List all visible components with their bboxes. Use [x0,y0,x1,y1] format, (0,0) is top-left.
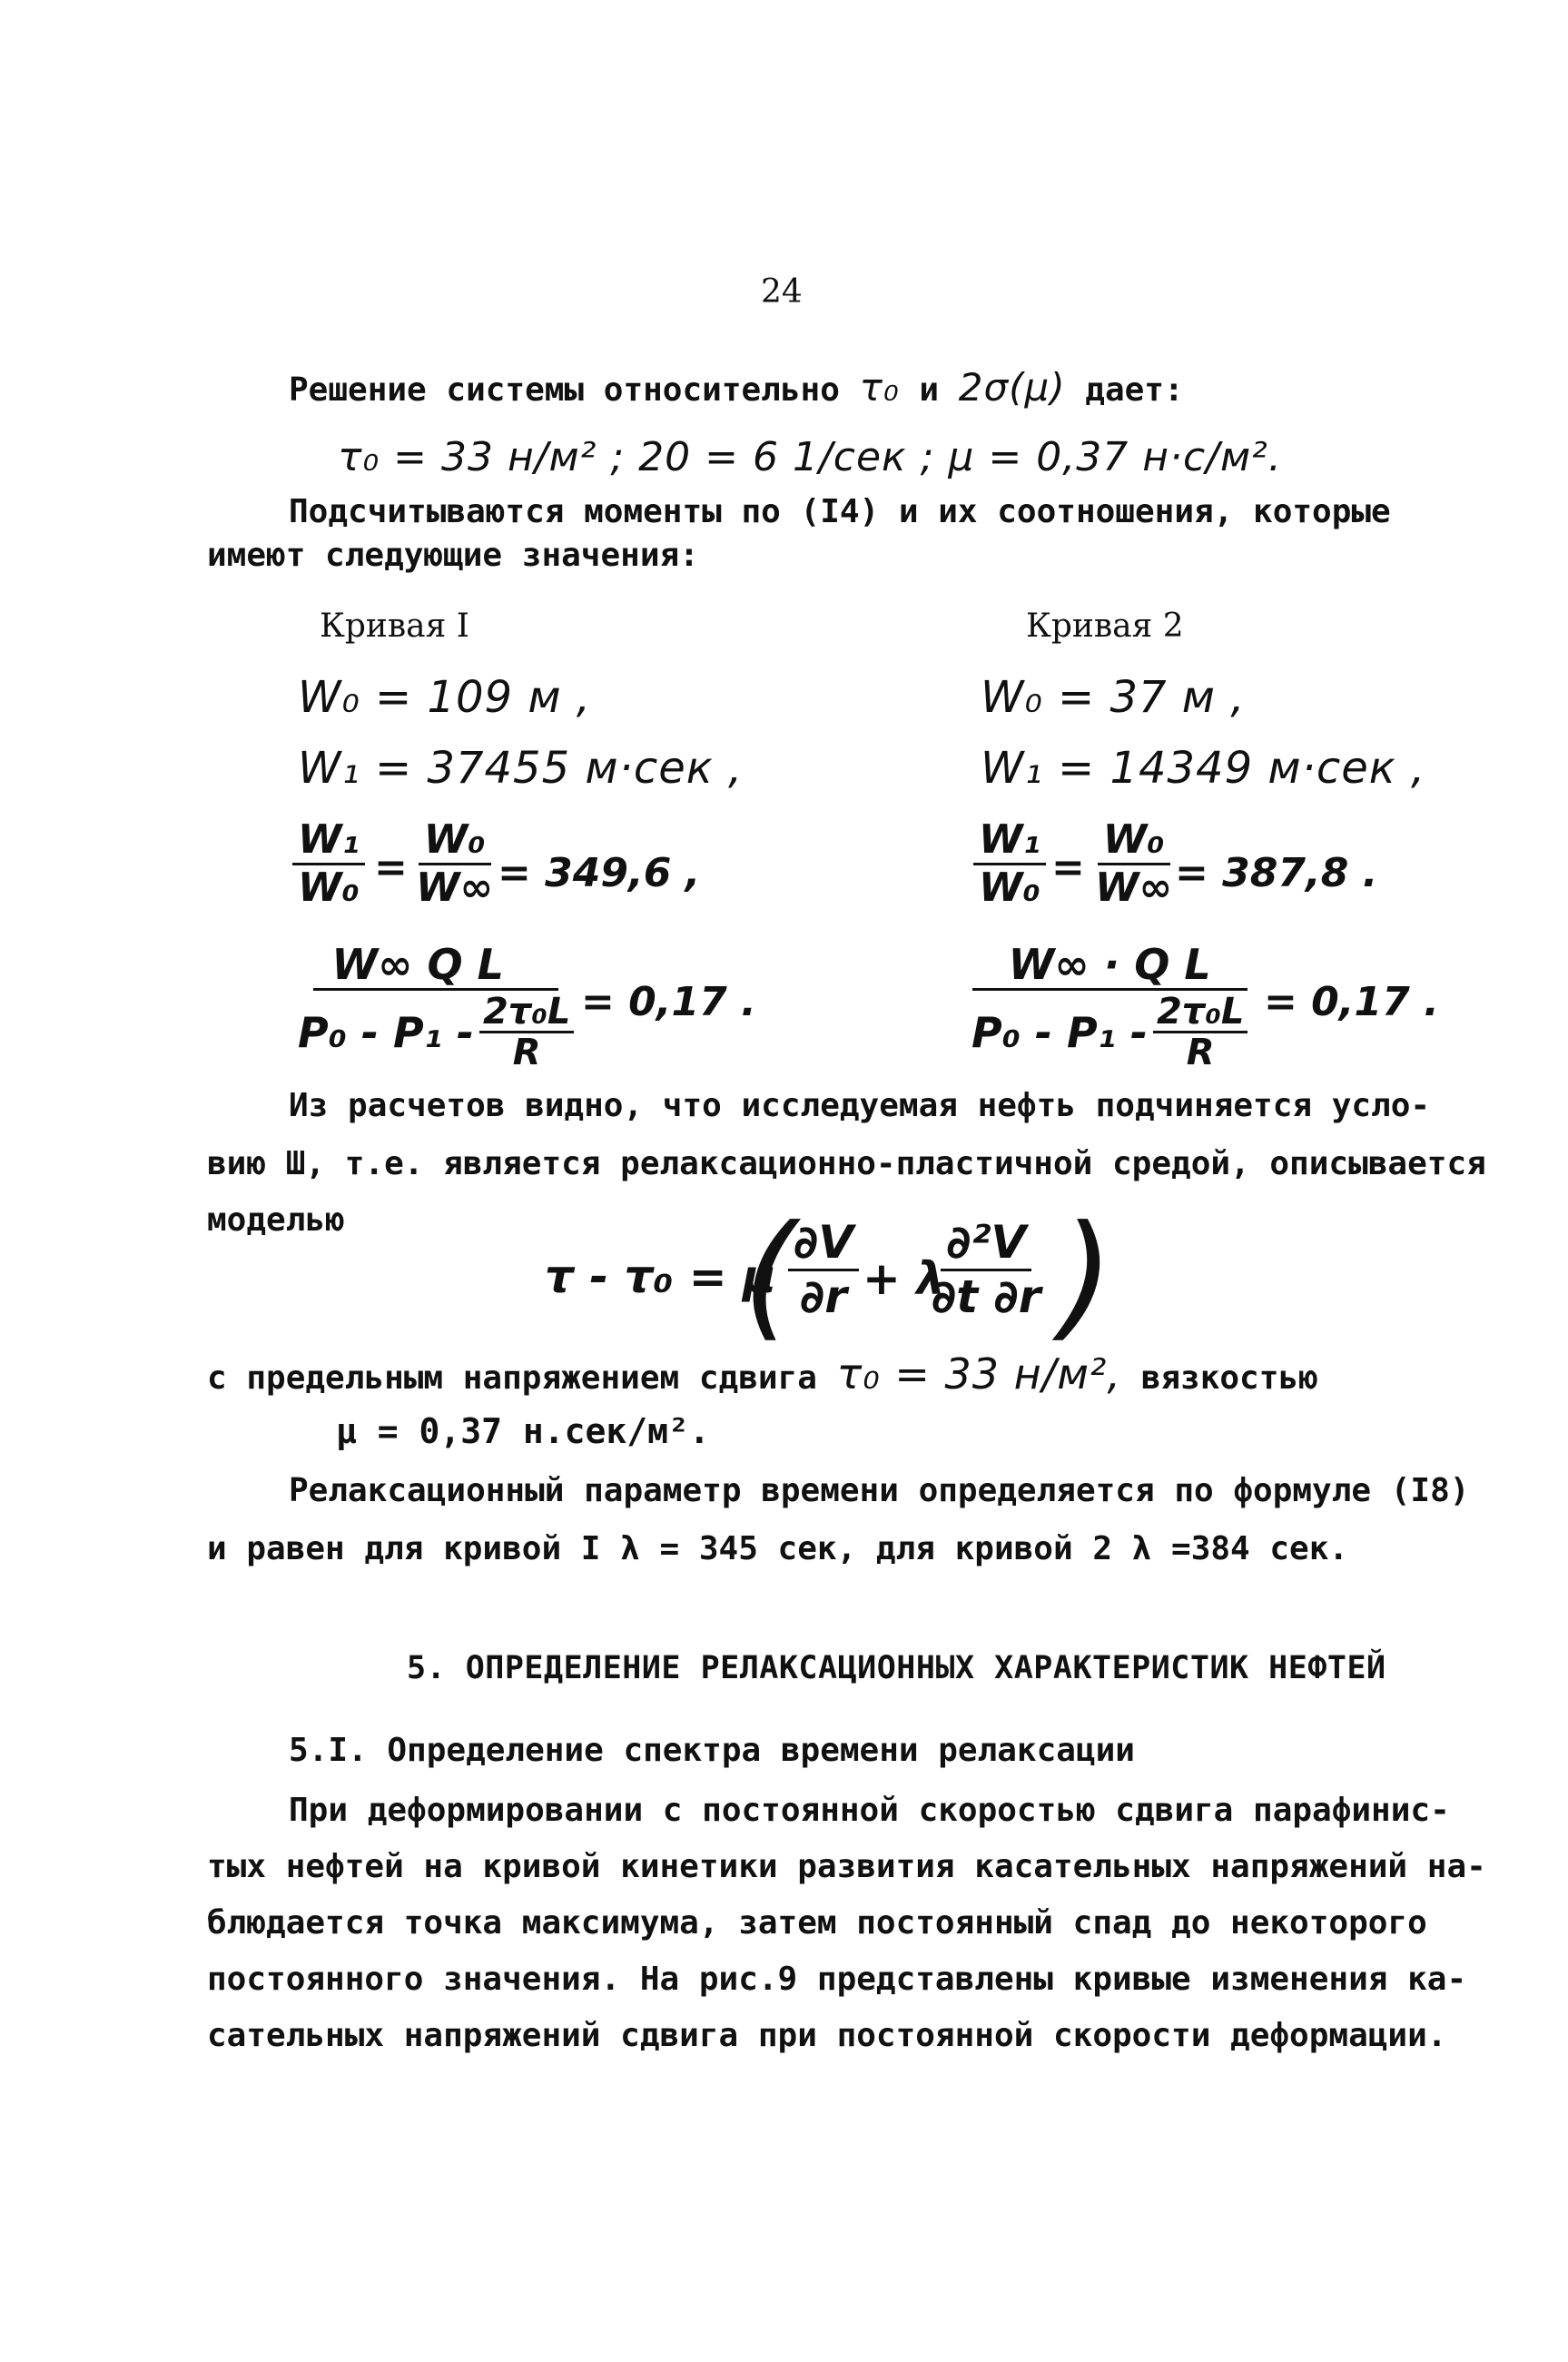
relax-line-2: и равен для кривой I λ = 345 сек, для кривой 2 λ =384 сек. [207,1530,1349,1567]
body-line-5: сательных напряжений сдвига при постоянной скорости деформации. [207,2017,1447,2054]
curve2-expr-value: = 0,17 . [1264,979,1439,1025]
curve1-expr-den-frac [479,993,574,1072]
subsection-heading: 5.I. Определение спектра времени релаксации [289,1732,1135,1769]
curve1-ratio-den1: W₀ [298,865,360,912]
relax-line-1: Релаксационный параметр времени определяется по формуле (I8) [289,1472,1470,1509]
model-lhs: τ - τ₀ = μ [545,1250,776,1303]
curve2-equals: = [1051,845,1085,891]
model-close-paren: ) [1060,1197,1114,1355]
body-line-2: тых нефтей на кривой кинетики развития касательных напряжений на- [207,1848,1486,1885]
body-line-4: постоянного значения. На рис.9 представлены кривые изменения ка- [207,1961,1467,1998]
conclusion-line-2: вию Ш, т.е. является релаксационно-пластичной средой, описывается [207,1145,1486,1182]
mu-line: μ = 0,37 н.сек/м². [336,1411,710,1451]
model-d2-den: ∂t ∂r [932,1270,1041,1323]
shear-formula: τ₀ = 33 н/м², [836,1349,1121,1398]
intro-gives: дает: [1085,371,1184,409]
model-derivative-2 [926,1216,1046,1323]
model-d2-num: ∂²V [941,1219,1031,1271]
curve2-ratio-num1: W₁ [973,819,1046,865]
curve2-expr-den-left: P₀ - P₁ - [971,1007,1148,1057]
tau0-symbol: τ₀ [859,365,900,410]
curve2-expression [966,940,1253,1074]
curve2-expr-num: W∞ · Q L [972,943,1247,991]
curve2-expr-den-frac [1153,993,1247,1072]
curve2-expr-den-frac-num: 2τ₀L [1153,993,1247,1033]
curve1-title: Кривая I [320,608,470,645]
conclusion-line-3: моделью [207,1201,345,1239]
curve2-ratio-fraction-1 [973,816,1046,912]
model-open-paren: ( [743,1197,796,1355]
curve2-ratio-den2: W∞ [1095,865,1173,912]
twenty-mu-symbol: 2σ(μ) [958,365,1066,410]
curve2-expr-den-frac-den: R [1186,1032,1215,1074]
curve1-w1: W₁ = 37455 м·сек , [298,743,744,794]
intro-and: и [919,371,940,409]
section-heading: 5. ОПРЕДЕЛЕНИЕ РЕЛАКСАЦИОННЫХ ХАРАКТЕРИСТИК НЕФТЕЙ [407,1650,1386,1686]
curve1-expr-den [292,991,579,1072]
curve2-ratio-value: = 387,8 . [1175,850,1378,896]
curve1-ratio-num1: W₁ [292,819,365,865]
model-derivative-1 [788,1216,859,1323]
curve1-expression [292,940,579,1074]
model-d1-num: ∂V [788,1219,859,1271]
conclusion-line-1: Из расчетов видно, что исследуемая нефть подчиняется усло- [289,1087,1431,1124]
curve2-expr-den [966,991,1253,1072]
curve2-ratio-num2: W₀ [1098,819,1170,865]
curve1-expr-den-frac-num: 2τ₀L [479,993,574,1033]
model-d1-den: ∂r [800,1270,847,1323]
curve2-w1: W₁ = 14349 м·сек , [981,743,1426,794]
body-line-1: При деформировании с постоянной скоростью сдвига парафинис- [289,1792,1450,1829]
curve1-w0: W₀ = 109 м , [298,672,592,723]
curve1-ratio-fraction-1 [292,816,365,912]
curve1-ratio-den2: W∞ [416,865,494,912]
moments-text-line-2: имеют следующие значения: [207,537,699,574]
results-line: τ₀ = 33 н/м² ; 20 = 6 1/сек ; μ = 0,37 н·с/м². [338,434,1282,480]
curve1-expr-den-left: P₀ - P₁ - [298,1007,474,1057]
curve1-ratio-num2: W₀ [419,819,491,865]
intro-text: Решение системы относительно [289,371,840,409]
shear-line [207,1349,1318,1399]
curve2-title: Кривая 2 [1026,608,1184,645]
shear-suffix: вязкостью [1140,1359,1318,1397]
curve1-equals: = [374,845,408,891]
curve1-ratio-fraction-2 [410,816,498,912]
curve1-expr-den-frac-den: R [512,1032,541,1074]
curve1-expr-num: W∞ Q L [313,943,558,991]
curve1-expr-value: = 0,17 . [581,979,756,1025]
curve2-w0: W₀ = 37 м , [981,672,1246,723]
curve1-ratio-value: = 349,6 , [498,850,701,896]
curve2-ratio-fraction-2 [1090,816,1178,912]
shear-prefix: с предельным напряжением сдвига [207,1359,817,1397]
page-number: 24 [761,273,803,311]
body-line-3: блюдается точка максимума, затем постоянный спад до некоторого [207,1904,1427,1942]
model-plus-lambda: + λ [863,1252,945,1305]
intro-line [289,365,1184,410]
curve2-ratio-den1: W₀ [979,865,1040,912]
moments-text-line-1: Подсчитываются моменты по (I4) и их соотношения, которые [289,493,1391,530]
